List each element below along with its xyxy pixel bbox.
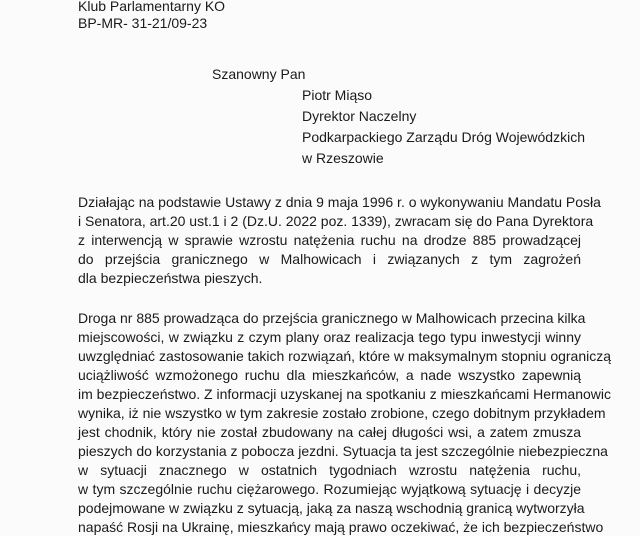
paragraph-line: podejmowane w związku z sytuacją, jaką za naszą wschodnią granicą wytworzyła <box>78 500 585 516</box>
sender-organization: Klub Parlamentarny KO <box>78 0 226 14</box>
reference-number: BP-MR- 31-21/09-23 <box>78 15 208 31</box>
paragraph-line: do przejścia granicznego w Malhowicach i związanych z tym zagrożeń <box>78 251 581 267</box>
paragraph-line: dla bezpieczeństwa pieszych. <box>78 270 263 286</box>
paragraph-line: i Senatora, art.20 ust.1 i 2 (Dz.U. 2022 poz. 1339), zwracam się do Pana Dyrektora <box>78 213 594 229</box>
paragraph-line: z interwencją w sprawie wzrostu natężenia ruchu na drodze 885 prowadzącej <box>78 232 581 248</box>
addressee-office: Podkarpackiego Zarządu Dróg Wojewódzkich <box>302 129 585 145</box>
addressee-name: Piotr Miąso <box>302 87 373 103</box>
paragraph-line: miejscowości, w związku z czym plany oraz realizacja tego typu inwestycji winny <box>78 329 581 345</box>
paragraph-line: w tym szczególnie ruchu ciężarowego. Rozumiejąc wyjątkową sytuację i decyzje <box>78 481 581 497</box>
addressee-city: w Rzeszowie <box>302 150 384 166</box>
paragraph-line: wynika, iż nie wszystko w tym zakresie zostało zrobione, czego dobitnym przykładem <box>78 405 606 421</box>
paragraph-line: uwzględniać zastosowanie takich rozwiązań, które w maksymalnym stopniu ograniczą <box>78 348 612 364</box>
paragraph-line: Działając na podstawie Ustawy z dnia 9 maja 1996 r. o wykonywaniu Mandatu Posła <box>78 194 601 210</box>
paragraph-line: Droga nr 885 prowadząca do przejścia granicznego w Malhowicach przecina kilka <box>78 310 586 326</box>
addressee-role: Dyrektor Naczelny <box>302 108 417 124</box>
paragraph-line: im bezpieczeństwo. Z informacji uzyskanej na spotkaniu z mieszkańcami Hermanowic <box>78 386 611 402</box>
paragraph-line: uciążliwość wzmożonego ruchu dla mieszkańców, a nade wszystko zapewnią <box>78 367 581 383</box>
paragraph-line: napaść Rosji na Ukrainę, mieszkańcy mają prawo oczekiwać, że ich bezpieczeństwo <box>78 519 604 535</box>
salutation: Szanowny Pan <box>212 66 306 82</box>
paragraph-line: pieszych do korzystania z pobocza jezdni. Sytuacja ta jest szczególnie niebezpieczna <box>78 443 608 459</box>
paragraph-line: jest chodnik, który nie został zbudowany na całej długości wsi, a zatem zmusza <box>78 424 581 440</box>
paragraph-line: w sytuacji znacznego w ostatnich tygodniach wzrostu natężenia ruchu, <box>78 462 581 478</box>
